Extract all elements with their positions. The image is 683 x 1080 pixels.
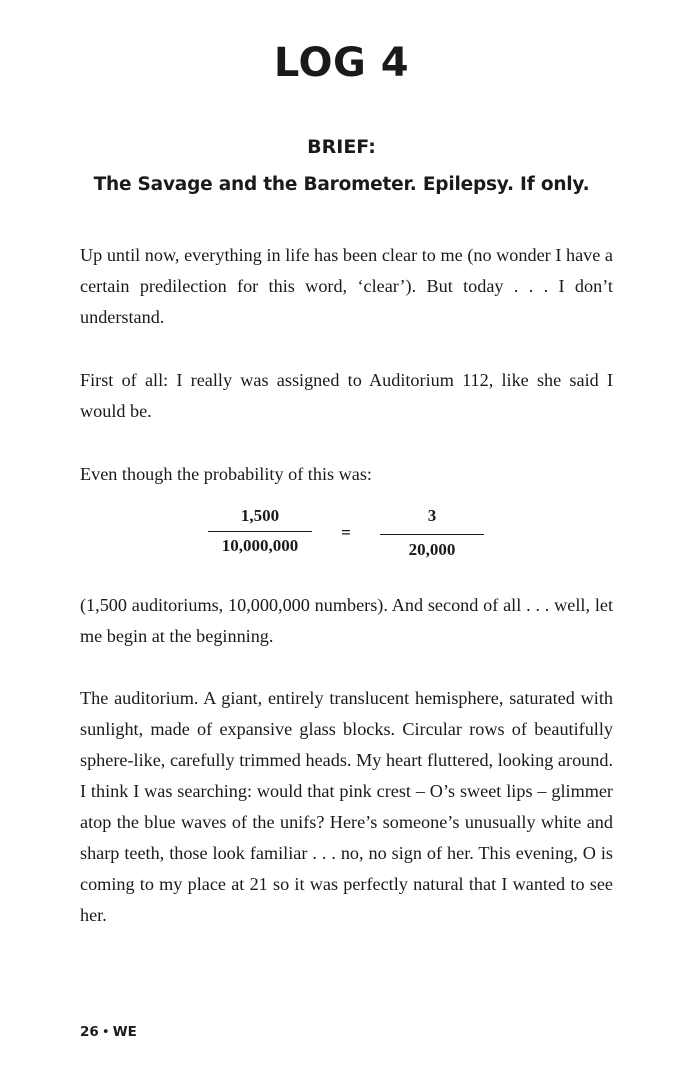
page-number: 26: [80, 1024, 99, 1040]
fraction-left-denominator: 10,000,000: [221, 536, 299, 555]
footer-separator: •: [101, 1024, 110, 1040]
fraction-right-denominator: 20,000: [408, 540, 456, 559]
equals-sign: =: [341, 523, 351, 542]
running-title: WE: [112, 1024, 137, 1040]
paragraph-4: (1,500 auditoriums, 10,000,000 numbers). And second of all . . . well, let me begin at the beginning.: [80, 595, 613, 646]
page-footer: [80, 1024, 137, 1040]
paragraph-5: The auditorium. A giant, entirely translucent hemisphere, saturated with sunlight, made of expansive glass blocks. Circular rows of beautifully sphere-like, carefully trimmed heads. My heart fluttered, looking around. I think I was searching: would that pink crest – O’s sweet lips – glimmer atop the blue waves of the unifs? Here’s someone’s unusually white and sharp teeth, those look familiar . . . no, no sign of her. This evening, O is coming to my place at 21 so it was perfectly natural that I wanted to see her.: [80, 688, 613, 925]
fraction-right: [380, 506, 484, 560]
chapter-title: LOG 4: [273, 40, 410, 86]
brief-label: BRIEF:: [307, 136, 376, 158]
fraction-right-numerator: 3: [380, 506, 484, 535]
paragraph-3: Even though the probability of this was:: [80, 464, 372, 484]
fraction-left: [208, 506, 312, 556]
brief-summary: The Savage and the Barometer. Epilepsy. If only.: [93, 174, 590, 195]
fraction-left-numerator: 1,500: [208, 506, 312, 532]
paragraph-2: First of all: I really was assigned to Auditorium 112, like she said I would be.: [80, 370, 613, 421]
paragraph-1: Up until now, everything in life has been clear to me (no wonder I have a certain predilection for this word, ‘clear’). But today . . . I don’t understand.: [80, 245, 613, 327]
